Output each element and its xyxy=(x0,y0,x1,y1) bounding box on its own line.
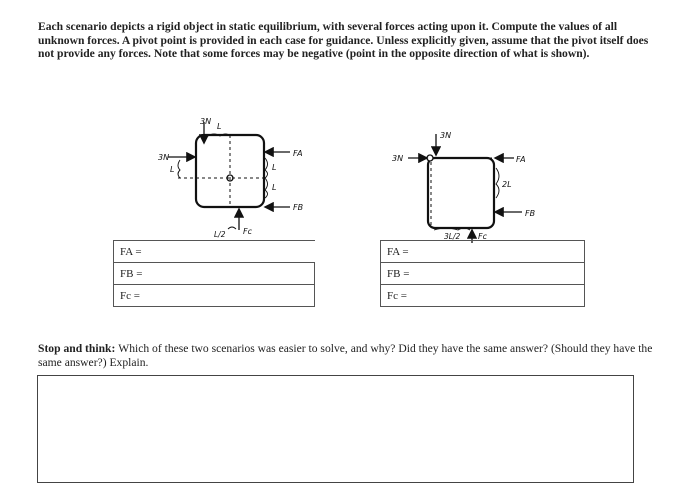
scenario2-fc-label: Fc xyxy=(478,232,487,241)
scenario1-bottom-dist: L/2 xyxy=(214,230,226,239)
answer-label: Fc = xyxy=(120,289,140,302)
scenario2-diagram xyxy=(388,128,568,243)
instructions-paragraph: Each scenario depicts a rigid object in static equilibrium, with several forces acting upon it. Compute the values of all unknown forces. A pivot point is provided in each case for guidance. Unless explicitly given, assume that the pivot itself does not provide any forces. Note that some forces may be negative (point in the opposite direction of what is shown). xyxy=(38,20,649,60)
scenario1-answer-row-fc xyxy=(114,285,315,307)
scenario1-diagram xyxy=(150,112,330,242)
scenario1-fc-label: Fc xyxy=(243,227,252,236)
scenario1-fb-label: FB xyxy=(293,203,304,212)
answer-label: FA = xyxy=(387,245,409,258)
answer-field[interactable] xyxy=(114,241,315,263)
scenario1-fa-label: FA xyxy=(293,149,303,158)
answer-label: FA = xyxy=(120,245,142,258)
scenario2-fa-label: FA xyxy=(516,155,526,164)
answer-field[interactable] xyxy=(381,241,585,263)
stop-and-think-prompt xyxy=(38,342,658,369)
answer-label: FB = xyxy=(120,267,143,280)
answer-label: FB = xyxy=(387,267,410,280)
scenario1-answer-row-fa xyxy=(114,241,315,263)
scenario2-answer-row-fb xyxy=(381,263,585,285)
scenario2-answer-table xyxy=(380,240,585,307)
scenario1-right-upper-dist: L xyxy=(272,163,277,172)
scenario2-svg xyxy=(388,128,568,243)
scenario2-left-force-label: 3N xyxy=(392,154,404,163)
scenario2-fb-label: FB xyxy=(525,209,536,218)
scenario1-right-lower-dist: L xyxy=(272,183,277,192)
scenario2-answer-row-fa xyxy=(381,241,585,263)
stop-and-think-heading: Stop and think: xyxy=(38,342,116,355)
scenario1-answer-row-fb xyxy=(114,263,315,285)
answer-label: Fc = xyxy=(387,289,407,302)
scenario1-answer-table xyxy=(113,240,315,307)
scenario1-svg xyxy=(150,112,330,242)
scenario2-bottom-dist: 3L/2 xyxy=(444,232,461,241)
scenario2-pivot xyxy=(427,155,433,161)
scenario2-top-force-label: 3N xyxy=(440,131,452,140)
scenario1-top-dist-label: L xyxy=(217,122,222,131)
stop-and-think-text: Which of these two scenarios was easier to solve, and why? Did they have the same answer? (Should they have the same answer?) Explain. xyxy=(38,342,653,369)
scenario2-rigid-object xyxy=(428,158,494,228)
scenario1-top-force-label: 3N xyxy=(200,117,212,126)
answer-field[interactable] xyxy=(381,263,585,285)
scenario2-right-dist: 2L xyxy=(502,180,512,189)
explanation-answer-box[interactable] xyxy=(37,375,634,483)
answer-field[interactable] xyxy=(114,285,315,307)
answer-field[interactable] xyxy=(114,263,315,285)
answer-field[interactable] xyxy=(381,285,585,307)
scenario1-left-force-label: 3N xyxy=(158,153,170,162)
scenario2-answer-row-fc xyxy=(381,285,585,307)
scenario1-left-dist-label: L xyxy=(170,165,175,174)
